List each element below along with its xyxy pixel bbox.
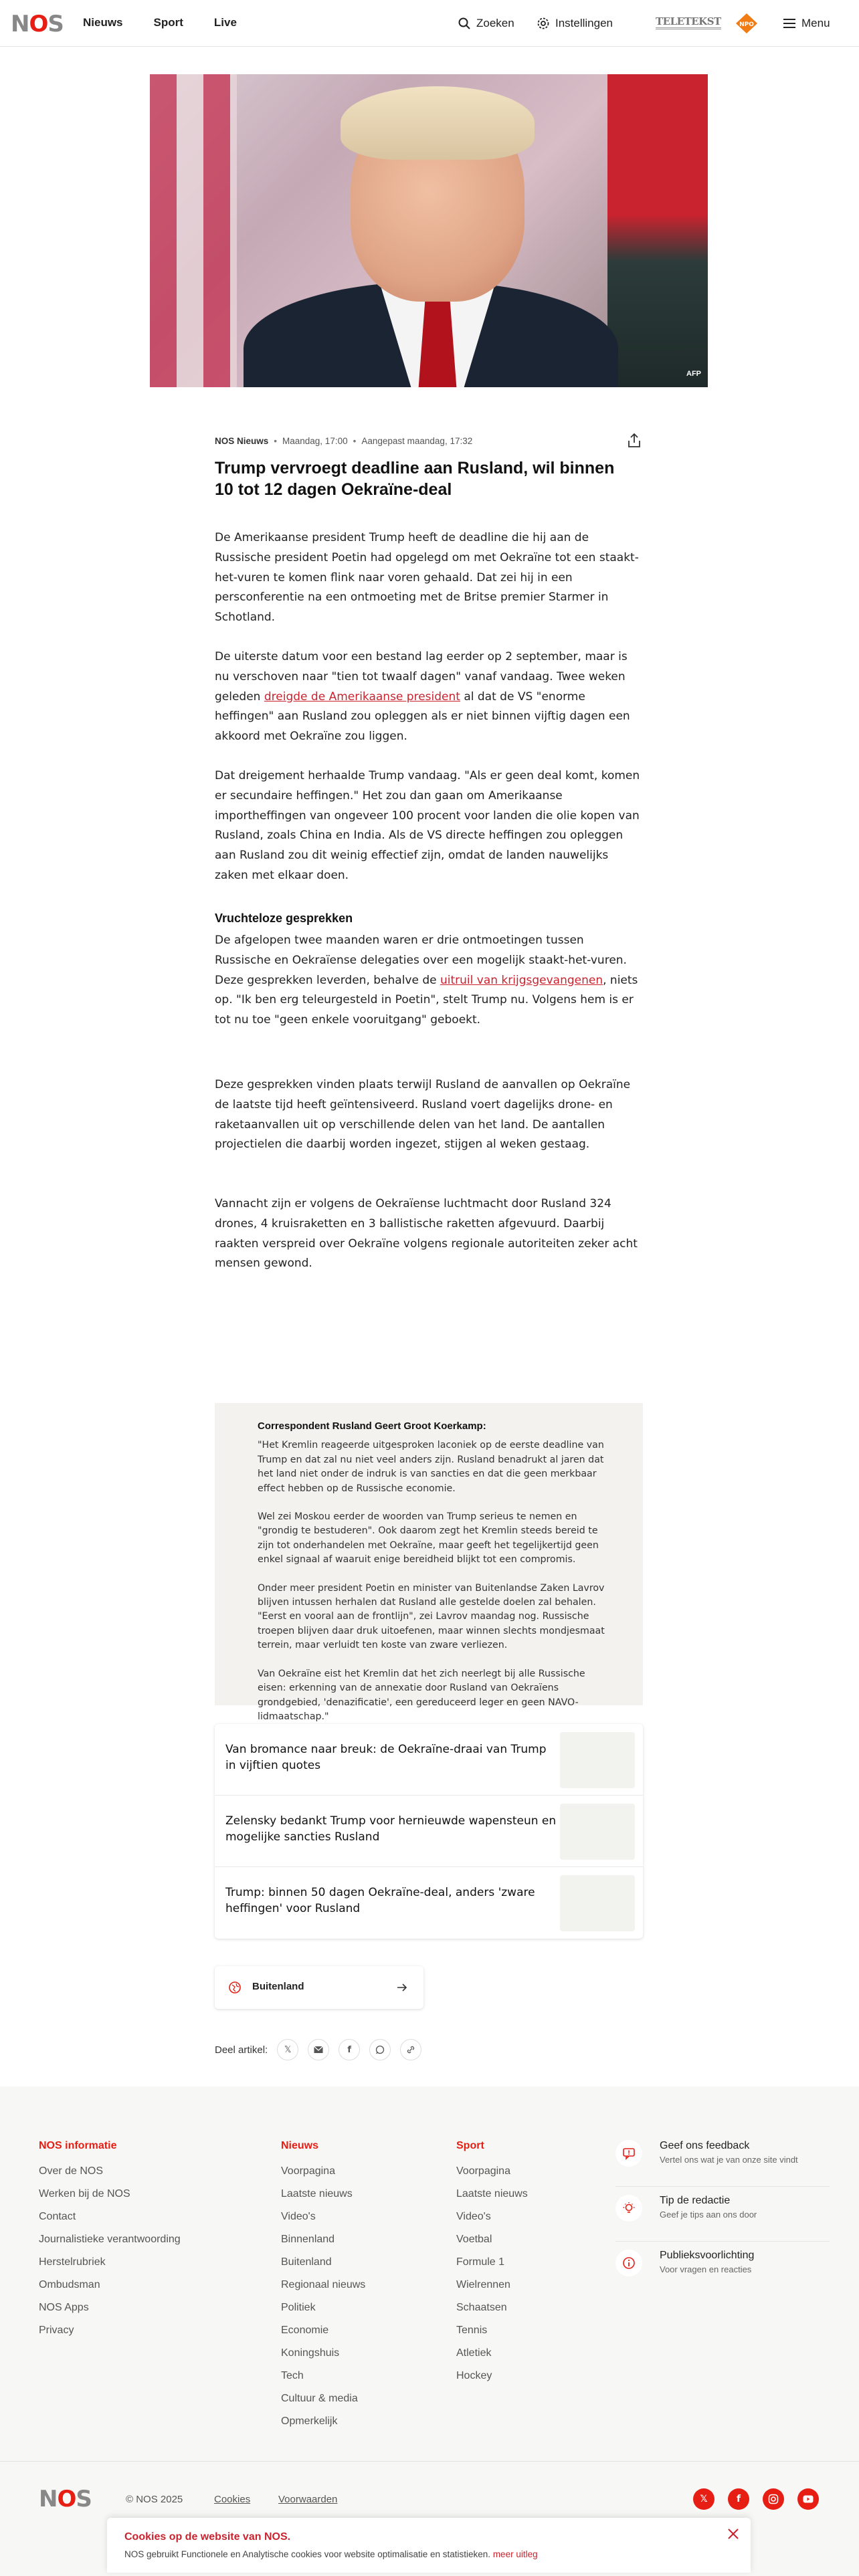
- footer-link[interactable]: Koningshuis: [281, 2347, 340, 2359]
- footer-link[interactable]: Ombudsman: [39, 2279, 100, 2290]
- footer-col-nieuws: [281, 2140, 365, 2433]
- teletekst-link[interactable]: TELETEKST: [656, 15, 721, 29]
- cookie-more-link[interactable]: meer uitleg: [492, 2549, 538, 2559]
- footer-link[interactable]: Voorpagina: [281, 2165, 335, 2177]
- footer-link[interactable]: Laatste nieuws: [456, 2188, 528, 2199]
- quote-paragraph: "Het Kremlin reageerde uitgesproken laconiek op de eerste deadline van Trump en dat zal nu niet veel anders zijn. Rusland benadrukt al jaren dat het land niet onder de indruk is van sancties en dat die geen merkbaar effect hebben op de Russische economie.: [258, 1440, 604, 1494]
- footer-link[interactable]: Regionaal nieuws: [281, 2279, 366, 2290]
- image-credit: AFP: [686, 370, 701, 378]
- article-paragraph: Vannacht zijn er volgens de Oekraïense luchtmacht door Rusland 324 drones, 4 kruisraketten en 3 ballistische raketten afgevuurd. Daarbij raakten verspreid over Oekraïne volgens regionale autoriteiten zeker acht mensen gewond.: [215, 1197, 638, 1271]
- footer-link[interactable]: Voetbal: [456, 2234, 492, 2245]
- article-meta: NOS Nieuws • Maandag, 17:00 • Aangepast maandag, 17:32: [215, 436, 473, 446]
- settings-label: Instellingen: [555, 17, 613, 29]
- mail-icon: [314, 2046, 323, 2054]
- gear-icon: [537, 17, 550, 30]
- quote-paragraph: Wel zei Moskou eerder de woorden van Trump serieus te nemen en "grondig te bestuderen". Ook daarom zegt het Kremlin steeds bereid te zijn tot onderhandelen met Oekraïne, maar geeft het tegelijkertijd geen enkel signaal af waaruit enige bereidheid blijkt tot een compromis.: [258, 1511, 599, 1566]
- instagram-icon: [768, 2494, 779, 2504]
- footer-nos-logo[interactable]: NOS: [39, 2486, 92, 2512]
- tip-subtitle: Geef je tips aan ons door: [660, 2210, 757, 2220]
- category-tag-buitenland[interactable]: [215, 1966, 423, 2009]
- x-icon: 𝕏: [700, 2494, 708, 2504]
- share-email-button[interactable]: [308, 2039, 329, 2060]
- x-social-button[interactable]: [693, 2488, 714, 2510]
- share-icon: [626, 432, 643, 449]
- article-title: Trump vervroegt deadline aan Rusland, wil binnen 10 tot 12 dagen Oekraïne-deal: [215, 459, 615, 499]
- tip-title: Tip de redactie: [660, 2195, 731, 2206]
- footer-link[interactable]: Hockey: [456, 2370, 492, 2381]
- cookie-banner: [107, 2518, 751, 2573]
- cookies-link[interactable]: Cookies: [214, 2494, 251, 2505]
- footer-link[interactable]: Laatste nieuws: [281, 2188, 353, 2199]
- share-x-button[interactable]: [277, 2039, 298, 2060]
- footer-link[interactable]: Werken bij de NOS: [39, 2188, 130, 2199]
- whatsapp-icon: [375, 2045, 385, 2054]
- footer-link[interactable]: Buitenland: [281, 2256, 332, 2268]
- footer-link[interactable]: Video's: [281, 2211, 316, 2222]
- site-footer: [0, 2086, 859, 2576]
- footer-link[interactable]: Over de NOS: [39, 2165, 104, 2177]
- related-title: Zelensky bedankt Trump voor hernieuwde wapensteun en mogelijke sancties Rusland: [225, 1814, 557, 1844]
- facebook-social-button[interactable]: [728, 2488, 749, 2510]
- facebook-icon: f: [736, 2494, 741, 2504]
- main-nav: [83, 16, 237, 29]
- footer-heading: NOS informatie: [39, 2140, 117, 2151]
- facebook-icon: f: [347, 2044, 352, 2055]
- updated-time: Aangepast maandag, 17:32: [361, 436, 473, 446]
- chat-icon: [615, 2140, 642, 2167]
- nav-item-sport[interactable]: Sport: [153, 16, 183, 29]
- publiek-title: Publieksvoorlichting: [660, 2250, 755, 2261]
- inline-link[interactable]: dreigde de Amerikaanse president: [264, 689, 460, 704]
- footer-col-sport: [456, 2140, 528, 2387]
- nos-logo[interactable]: NOS: [11, 11, 64, 37]
- article-paragraph: De uiterste datum voor een bestand lag eerder op 2 september, maar is nu verschoven naar "tien tot twaalf dagen" vanaf vandaag. Twee weken geleden dreigde de Amerikaanse president al dat de VS "enorme heffingen" aan Rusland zou opleggen als er niet binnen vijftig dagen een akkoord met Oekraïne zou liggen.: [215, 650, 630, 744]
- cookie-title: Cookies op de website van NOS.: [124, 2531, 291, 2543]
- search-icon: [458, 17, 471, 30]
- footer-link[interactable]: Formule 1: [456, 2256, 505, 2268]
- footer-link[interactable]: Politiek: [281, 2302, 316, 2313]
- npo-logo[interactable]: [735, 12, 759, 35]
- footer-link[interactable]: Wielrennen: [456, 2279, 510, 2290]
- article-paragraph: Deze gesprekken vinden plaats terwijl Rusland de aanvallen op Oekraïne de laatste tijd heeft geïntensiveerd. Rusland voert dagelijks drone- en raketaanvallen uit op verschillende delen van het land. De aantallen projectielen die daarbij worden ingezet, stijgen al weken gestaag.: [215, 1078, 631, 1152]
- article-paragraph: De Amerikaanse president Trump heeft de deadline die hij aan de Russische president Poetin had opgelegd om met Oekraïne tot een staakt-het-vuren te komen flink naar voren gehaald. Dat zei hij in een persconferentie na een ontmoeting met de Britse premier Starmer in Schotland.: [215, 531, 639, 625]
- related-title: Trump: binnen 50 dagen Oekraïne-deal, anders 'zware heffingen' voor Rusland: [225, 1886, 535, 1915]
- hamburger-icon: [783, 18, 796, 29]
- inline-link[interactable]: uitruil van krijgsgevangenen: [440, 973, 603, 987]
- footer-col-nos-informatie: [39, 2140, 181, 2342]
- quote-paragraph: Van Oekraïne eist het Kremlin dat het zich neerlegt bij alle Russische eisen: erkenning van de annexatie door Rusland van Oekraïens grondgebied, 'denazificatie', een gereduceerd leger en geen NAVO-lidmaatschap.": [258, 1668, 585, 1722]
- related-article[interactable]: [215, 1724, 643, 1796]
- nav-item-live[interactable]: Live: [213, 16, 237, 29]
- site-header: [0, 0, 859, 47]
- menu-label: Menu: [801, 17, 830, 29]
- cookie-text: NOS gebruikt Functionele en Analytische cookies voor website optimalisatie en statistieken. meer uitleg: [124, 2549, 538, 2559]
- footer-link[interactable]: Binnenland: [281, 2234, 335, 2245]
- svg-text:!: !: [627, 2150, 631, 2157]
- terms-link[interactable]: Voorwaarden: [278, 2494, 338, 2505]
- footer-link[interactable]: Contact: [39, 2211, 76, 2222]
- youtube-social-button[interactable]: [797, 2488, 819, 2510]
- footer-link[interactable]: Journalistieke verantwoording: [39, 2234, 181, 2245]
- section-heading: Vruchteloze gesprekken: [215, 911, 353, 925]
- footer-link[interactable]: Voorpagina: [456, 2165, 510, 2177]
- settings-button[interactable]: [537, 17, 613, 30]
- link-icon: [406, 2045, 415, 2054]
- instagram-social-button[interactable]: [763, 2488, 784, 2510]
- arrow-right-icon: [395, 1981, 409, 1994]
- share-bar: [215, 2038, 431, 2061]
- publiek-subtitle: Voor vragen en reacties: [660, 2264, 752, 2274]
- search-button[interactable]: [458, 17, 514, 30]
- npo-label: NPO: [739, 21, 754, 28]
- search-label: Zoeken: [476, 17, 514, 29]
- globe-icon: [228, 1981, 242, 1994]
- footer-link[interactable]: Schaatsen: [456, 2302, 507, 2313]
- tag-label: Buitenland: [252, 1981, 304, 1992]
- feedback-subtitle: Vertel ons wat je van onze site vindt: [660, 2155, 798, 2165]
- close-icon[interactable]: [725, 2526, 741, 2542]
- related-thumbnail: [560, 1804, 635, 1860]
- footer-link[interactable]: Opmerkelijk: [281, 2416, 338, 2427]
- related-articles: [215, 1724, 643, 1939]
- footer-link[interactable]: Video's: [456, 2211, 491, 2222]
- published-time: Maandag, 17:00: [282, 436, 348, 446]
- lightbulb-icon: [615, 2195, 642, 2222]
- related-article[interactable]: [215, 1867, 643, 1939]
- footer-link[interactable]: Economie: [281, 2325, 329, 2336]
- footer-link[interactable]: NOS Apps: [39, 2302, 89, 2313]
- info-icon: [615, 2250, 642, 2276]
- related-article[interactable]: [215, 1796, 643, 1867]
- footer-link[interactable]: Tennis: [456, 2325, 488, 2336]
- hero-image: [150, 74, 708, 387]
- feedback-title: Geef ons feedback: [660, 2140, 750, 2151]
- footer-link[interactable]: Privacy: [39, 2325, 74, 2336]
- article-paragraph: Dat dreigement herhaalde Trump vandaag. "Als er geen deal komt, komen er secundaire heffingen." Het zou dan gaan om Amerikaanse importheffingen van ongeveer 100 procent voor landen die olie kopen van Rusland, zoals China en India. Als de VS directe heffingen zou opleggen aan Rusland zou dit weinig effectief zijn, omdat de landen nauwelijks zaken met elkaar doen.: [215, 769, 640, 882]
- share-whatsapp-button[interactable]: [369, 2039, 391, 2060]
- footer-link[interactable]: Tech: [281, 2370, 304, 2381]
- menu-button[interactable]: [783, 17, 830, 30]
- footer-contact-panel: [615, 2140, 830, 2304]
- x-icon: 𝕏: [284, 2044, 292, 2055]
- share-link-button[interactable]: [400, 2039, 421, 2060]
- youtube-icon: [803, 2495, 814, 2503]
- share-label: Deel artikel:: [215, 2044, 268, 2056]
- tip-link[interactable]: [615, 2195, 830, 2242]
- quote-heading: Correspondent Rusland Geert Groot Koerkamp:: [258, 1420, 486, 1432]
- related-title: Van bromance naar breuk: de Oekraïne-draai van Trump in vijftien quotes: [225, 1743, 547, 1772]
- related-thumbnail: [560, 1732, 635, 1788]
- footer-link[interactable]: Cultuur & media: [281, 2393, 358, 2404]
- quote-paragraph: Onder meer president Poetin en minister van Buitenlandse Zaken Lavrov blijven intussen herhalen dat Rusland alle gestelde doelen zal behalen. "Eerst en vooral aan de frontlijn", zei Lavrov maandag nog. Russische troepen blijven daar druk uitoefenen, maar winnen slechts mondjesmaat terrein, maar verluidt ten koste van zware verliezen.: [258, 1582, 605, 1651]
- publieksvoorlichting-link[interactable]: [615, 2250, 830, 2296]
- related-thumbnail: [560, 1875, 635, 1931]
- copyright: © NOS 2025: [126, 2494, 183, 2505]
- share-facebook-button[interactable]: [339, 2039, 360, 2060]
- footer-heading: Nieuws: [281, 2140, 319, 2151]
- article-source: NOS Nieuws: [215, 436, 269, 446]
- share-button[interactable]: [626, 432, 643, 449]
- feedback-link[interactable]: [615, 2140, 830, 2187]
- footer-link[interactable]: Herstelrubriek: [39, 2256, 106, 2268]
- nav-item-nieuws[interactable]: Nieuws: [83, 16, 123, 29]
- correspondent-quote: [215, 1403, 643, 1722]
- article-paragraph: De afgelopen twee maanden waren er drie ontmoetingen tussen Russische en Oekraïense delegaties over een mogelijk staakt-het-vuren. Deze gesprekken leverden, behalve de uitruil van krijgsgevangenen, niets op. "Ik ben erg teleurgesteld in Poetin", stelt Trump nu. Volgens hem is er tot nu toe "geen enkele vooruitgang" geboekt.: [215, 934, 638, 1027]
- footer-link[interactable]: Atletiek: [456, 2347, 492, 2359]
- footer-heading: Sport: [456, 2140, 484, 2151]
